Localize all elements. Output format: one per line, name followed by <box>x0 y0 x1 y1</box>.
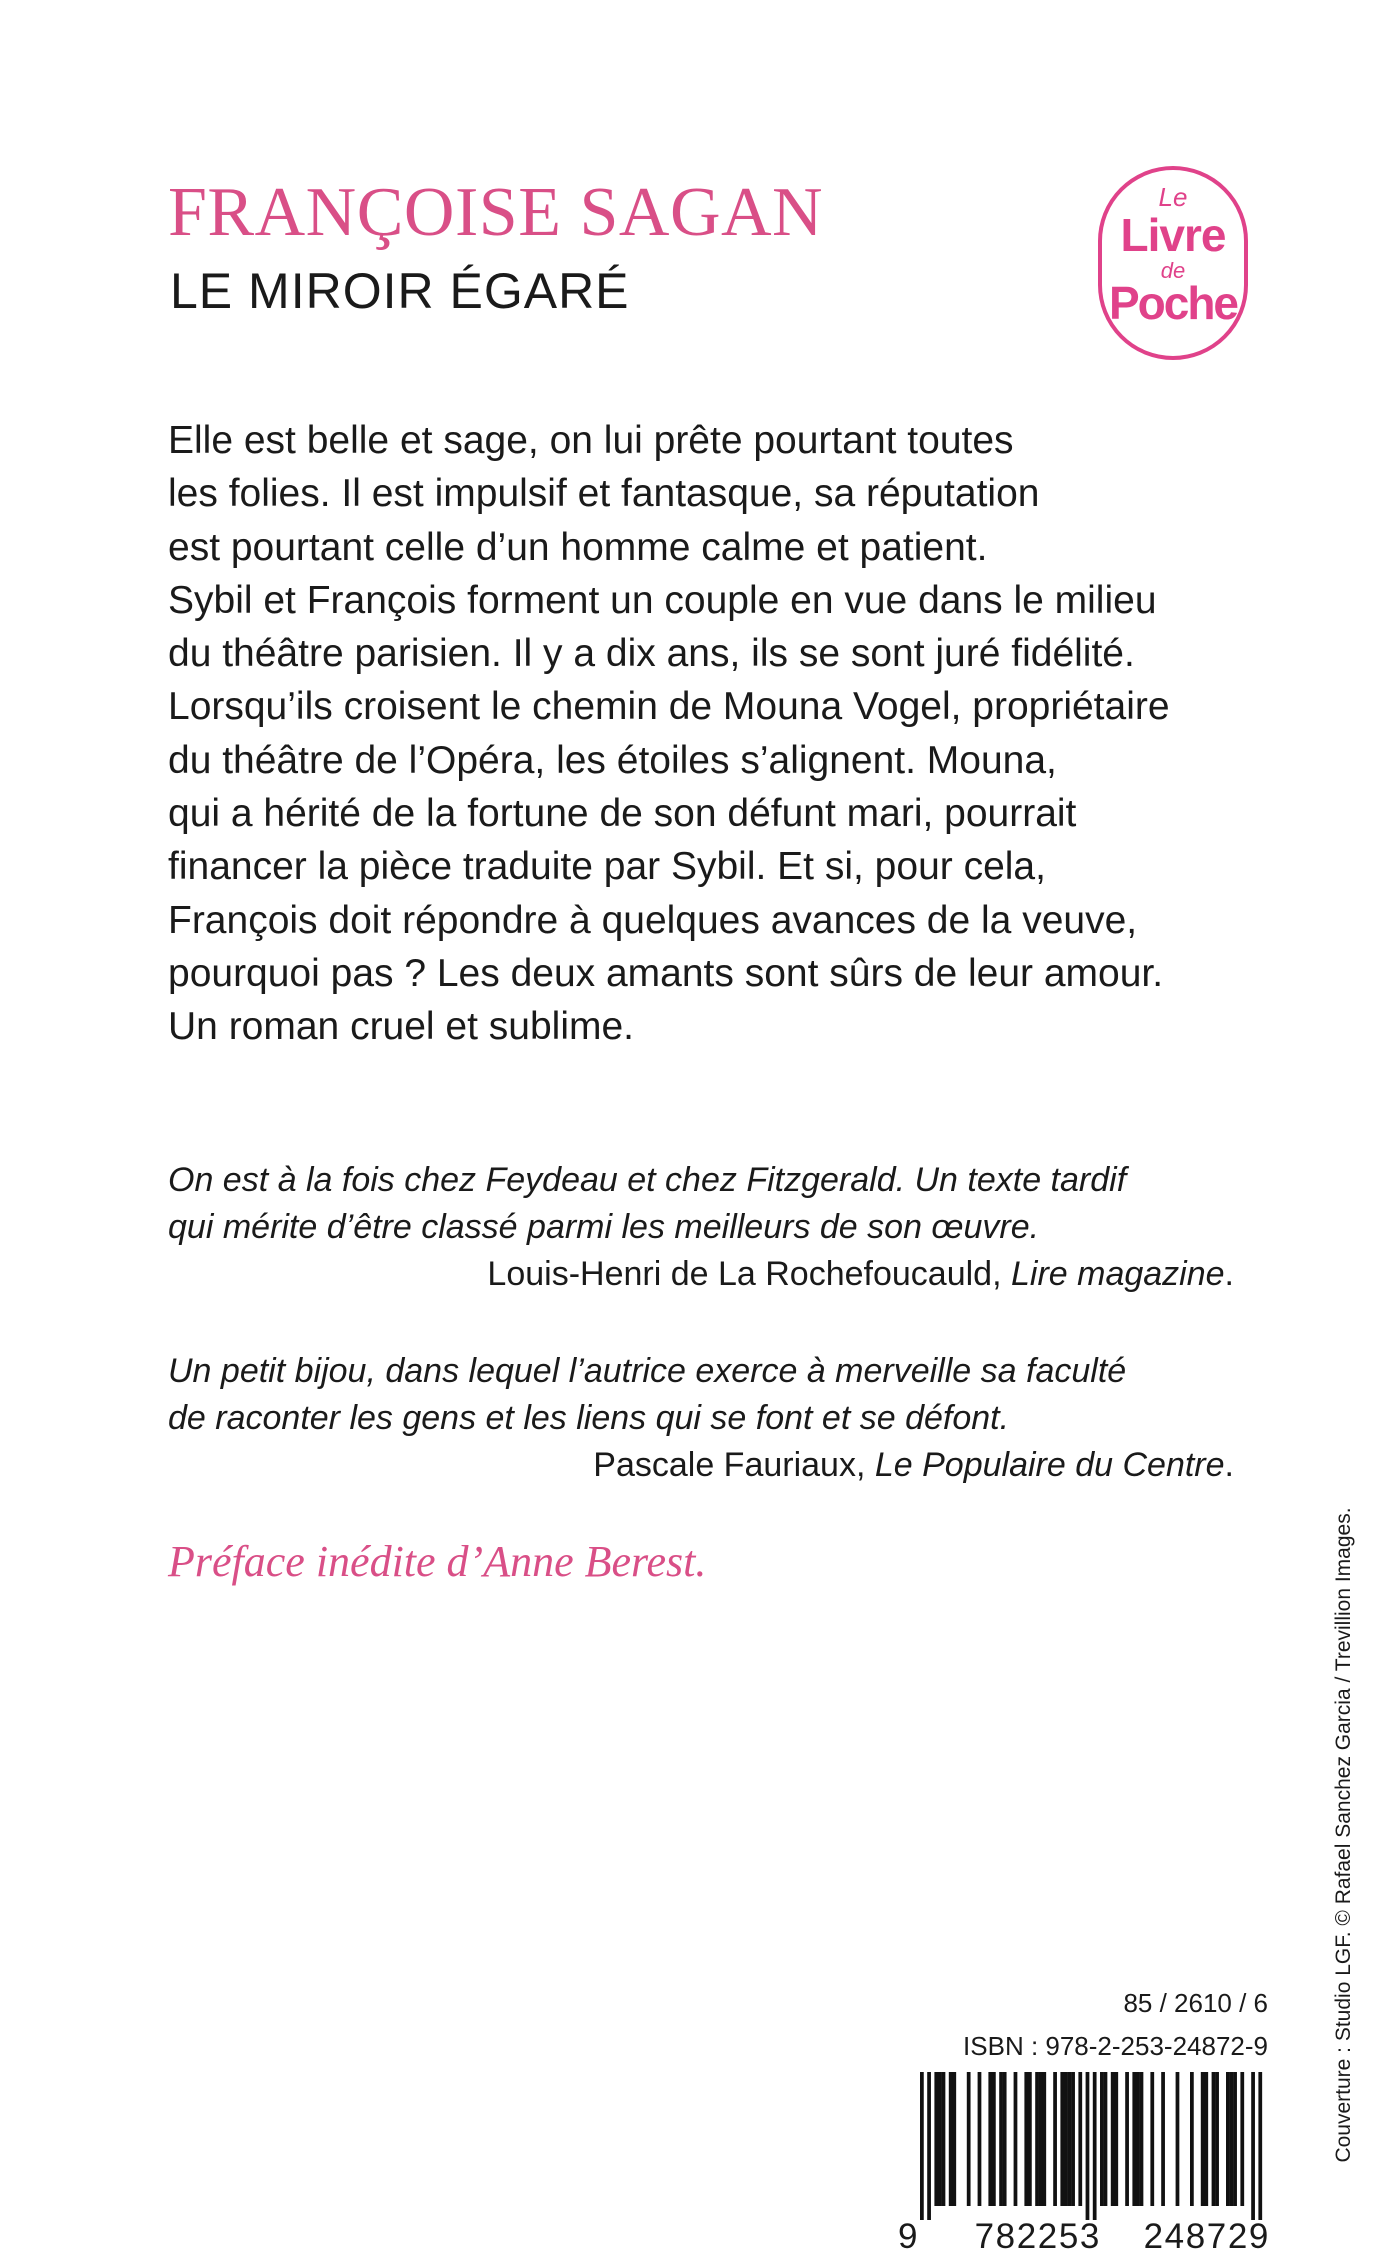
barcode-bar <box>949 2072 953 2206</box>
logo-word-livre: Livre <box>1120 209 1226 261</box>
barcode-bar <box>1212 2072 1216 2206</box>
quote-end-punctuation: . <box>1224 1446 1234 1484</box>
blurb-line: pourquoi pas ? Les deux amants sont sûrs de leur amour. <box>168 951 1164 995</box>
barcode-bar <box>1100 2072 1104 2206</box>
cover-credit: Couverture : Studio LGF. © Rafael Sanchez Garcia / Trevillion Images. <box>1332 1507 1355 2163</box>
barcode-bar <box>992 2072 996 2206</box>
preface-note: Préface inédite d’Anne Berest. <box>168 1537 707 1586</box>
barcode-bar <box>1240 2072 1244 2206</box>
barcode-bar <box>1068 2072 1072 2206</box>
blurb-line: Lorsqu’ils croisent le chemin de Mouna Vogel, propriétaire <box>168 685 1170 729</box>
catalog-code: 85 / 2610 / 6 <box>1123 1988 1268 2018</box>
isbn-number: ISBN : 978-2-253-24872-9 <box>963 2031 1268 2061</box>
barcode-bar <box>1136 2072 1140 2206</box>
barcode-bar <box>1064 2072 1068 2206</box>
barcode-bar <box>1104 2072 1108 2206</box>
barcode-guard-bar <box>1086 2072 1090 2220</box>
barcode-bar <box>988 2072 992 2206</box>
quote-author: Louis-Henri de La Rochefoucauld, <box>487 1255 1002 1293</box>
barcode-bar <box>1028 2072 1032 2206</box>
blurb-line: Sybil et François forment un couple en vue dans le milieu <box>168 578 1157 622</box>
barcode-bar <box>999 2072 1003 2206</box>
barcode-bar <box>1035 2072 1039 2206</box>
barcode-bar <box>1003 2072 1007 2206</box>
press-quote <box>168 1348 1234 1489</box>
author-name: FRANÇOISE SAGAN <box>168 174 824 251</box>
blurb-line: qui a hérité de la fortune de son défunt mari, pourrait <box>168 792 1077 836</box>
barcode-lead-digit: 9 <box>898 2217 918 2256</box>
barcode-guard-bar <box>920 2072 924 2220</box>
barcode-bar <box>1078 2072 1082 2206</box>
barcode-bar <box>934 2072 938 2206</box>
barcode-bar <box>1215 2072 1219 2206</box>
barcode-bar <box>1071 2072 1075 2206</box>
blurb-line: est pourtant celle d’un homme calme et patient. <box>168 525 988 569</box>
barcode-bar <box>938 2072 942 2206</box>
barcode-bar <box>1176 2072 1180 2206</box>
blurb-line: Elle est belle et sage, on lui prête pourtant toutes <box>168 419 1014 462</box>
quote-line: qui mérite d’être classé parmi les meilleurs de son œuvre. <box>168 1208 1040 1246</box>
quote-line: Un petit bijou, dans lequel l’autrice exerce à merveille sa faculté <box>168 1352 1127 1390</box>
barcode-bar <box>978 2072 982 2206</box>
barcode-bar <box>1111 2072 1115 2206</box>
blurb-line: les folies. Il est impulsif et fantasque, sa réputation <box>168 472 1040 516</box>
book-blurb <box>168 414 1268 1054</box>
barcode-bar <box>1204 2072 1208 2206</box>
barcode-guard-bar <box>1093 2072 1097 2220</box>
barcode-bar <box>1226 2072 1230 2206</box>
barcode-bar <box>1140 2072 1144 2206</box>
barcode-bar <box>1039 2072 1043 2206</box>
barcode-digits <box>898 2219 1270 2254</box>
barcode-bar <box>1024 2072 1028 2206</box>
quote-line: On est à la fois chez Feydeau et chez Fitzgerald. Un texte tardif <box>168 1161 1127 1199</box>
barcode-bar <box>1201 2072 1205 2206</box>
barcode-bar <box>952 2072 956 2206</box>
press-quote <box>168 1157 1234 1298</box>
quote-author: Pascale Fauriaux, <box>593 1446 866 1484</box>
barcode-bar <box>1014 2072 1018 2206</box>
barcode-bar <box>1161 2072 1165 2206</box>
barcode-bar <box>1053 2072 1057 2206</box>
logo-word-de: de <box>1160 258 1186 283</box>
quote-attribution <box>168 1442 1234 1489</box>
blurb-line: financer la pièce traduite par Sybil. Et si, pour cela, <box>168 845 1046 889</box>
blurb-line: François doit répondre à quelques avances de la veuve, <box>168 898 1138 942</box>
barcode-bar <box>1060 2072 1064 2206</box>
barcode-bar <box>1190 2072 1194 2206</box>
barcode-bar <box>1150 2072 1154 2206</box>
le-livre-de-poche-logo <box>1098 166 1248 360</box>
barcode-guard-bar <box>927 2072 931 2220</box>
barcode-guard-bar <box>1251 2072 1255 2220</box>
book-title: LE MIROIR ÉGARÉ <box>170 263 630 319</box>
barcode-bar <box>1230 2072 1234 2206</box>
barcode-bar <box>1233 2072 1237 2206</box>
barcode-guard-bar <box>1258 2072 1262 2220</box>
quote-end-punctuation: . <box>1224 1255 1234 1293</box>
blurb-line: Un roman cruel et sublime. <box>168 1005 635 1049</box>
quote-publication: Lire magazine <box>1010 1255 1225 1293</box>
logo-word-poche: Poche <box>1108 277 1238 329</box>
blurb-line: du théâtre parisien. Il y a dix ans, ils se sont juré fidélité. <box>168 632 1135 676</box>
barcode-bar <box>1132 2072 1136 2206</box>
barcode-bar <box>942 2072 946 2206</box>
barcode-right-group: 248729 <box>1143 2217 1270 2256</box>
barcode-bar <box>967 2072 971 2206</box>
isbn-barcode <box>900 2072 1270 2220</box>
quote-publication: Le Populaire du Centre <box>874 1446 1225 1484</box>
barcode-bar <box>1114 2072 1118 2206</box>
barcode-bar <box>1042 2072 1046 2206</box>
quote-attribution <box>168 1251 1234 1298</box>
quote-line: de raconter les gens et les liens qui se font et se défont. <box>168 1399 1010 1437</box>
logo-word-le: Le <box>1158 182 1188 212</box>
barcode-bar <box>1125 2072 1129 2206</box>
blurb-line: du théâtre de l’Opéra, les étoiles s’alignent. Mouna, <box>168 738 1057 782</box>
barcode-left-group: 782253 <box>974 2217 1101 2256</box>
